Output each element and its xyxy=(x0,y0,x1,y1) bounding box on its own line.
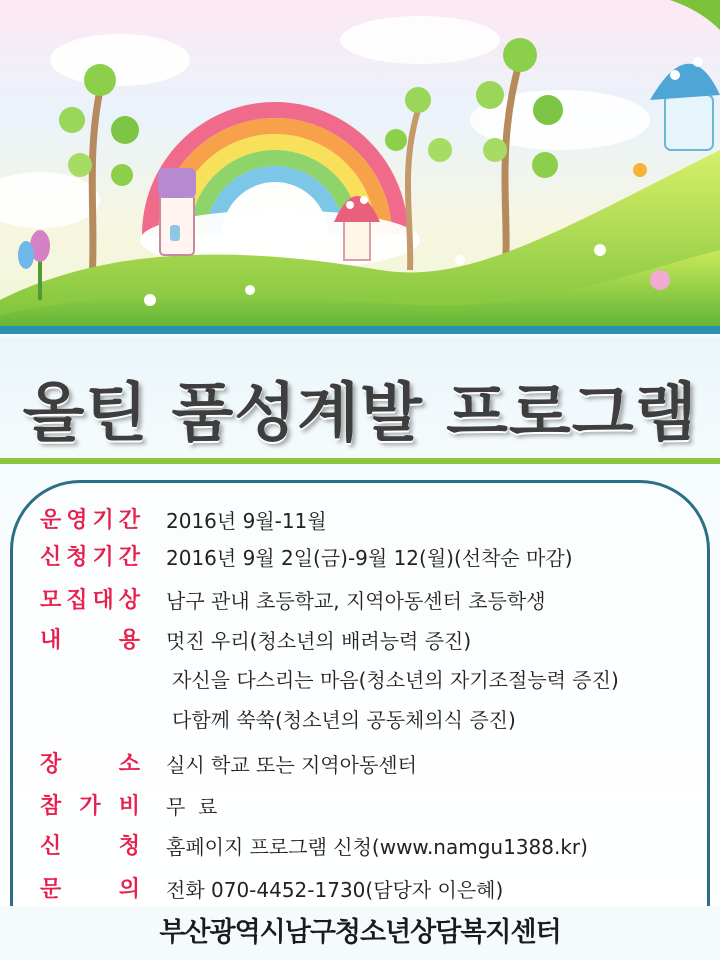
label-application-period: 신 청 기 간 xyxy=(40,545,140,570)
value-place: 실시 학교 또는 지역아동센터 xyxy=(166,753,417,777)
banner-illustration xyxy=(0,0,720,330)
label-period: 운 영 기 간 xyxy=(40,508,140,533)
info-row-inquiry xyxy=(0,872,720,908)
label-content: 내 용 xyxy=(40,628,140,653)
value-content-item: 자신을 다스리는 마음(청소년의 자기조절능력 증진) xyxy=(172,668,619,692)
info-row-content xyxy=(0,623,720,659)
value-content-item: 다함께 쑥쑥(청소년의 공동체의식 증진) xyxy=(172,708,516,732)
info-row-application-period xyxy=(0,540,720,576)
value-content-item: 멋진 우리(청소년의 배려능력 증진) xyxy=(166,629,472,653)
title-underline xyxy=(0,458,720,464)
house-icon xyxy=(158,168,196,255)
value-apply: 홈페이지 프로그램 신청(www.namgu1388.kr) xyxy=(166,835,588,859)
footer-organization: 부산광역시남구청소년상담복지센터 xyxy=(159,917,561,948)
value-target: 남구 관내 초등학교, 지역아동센터 초등학생 xyxy=(166,589,546,613)
info-row-apply xyxy=(0,829,720,865)
info-row-content-2 xyxy=(0,662,720,698)
info-row-target xyxy=(0,583,720,619)
label-apply: 신 청 xyxy=(40,834,140,859)
value-period: 2016년 9월-11월 xyxy=(166,509,327,533)
page-title: 올틴 품성계발 프로그램 xyxy=(22,377,698,451)
info-row-content-3 xyxy=(0,702,720,738)
info-row-place xyxy=(0,747,720,783)
info-row-period xyxy=(0,503,720,539)
label-fee: 참 가 비 xyxy=(40,794,140,819)
banner-divider xyxy=(0,326,720,334)
value-application-period: 2016년 9월 2일(금)-9월 12(월)(선착순 마감) xyxy=(166,546,573,570)
value-fee: 무 료 xyxy=(166,795,218,819)
label-target: 모 집 대 상 xyxy=(40,588,140,613)
label-place: 장 소 xyxy=(40,752,140,777)
value-inquiry: 전화 070-4452-1730(담당자 이은혜) xyxy=(166,878,504,902)
info-row-fee xyxy=(0,789,720,825)
label-inquiry: 문 의 xyxy=(40,877,140,902)
